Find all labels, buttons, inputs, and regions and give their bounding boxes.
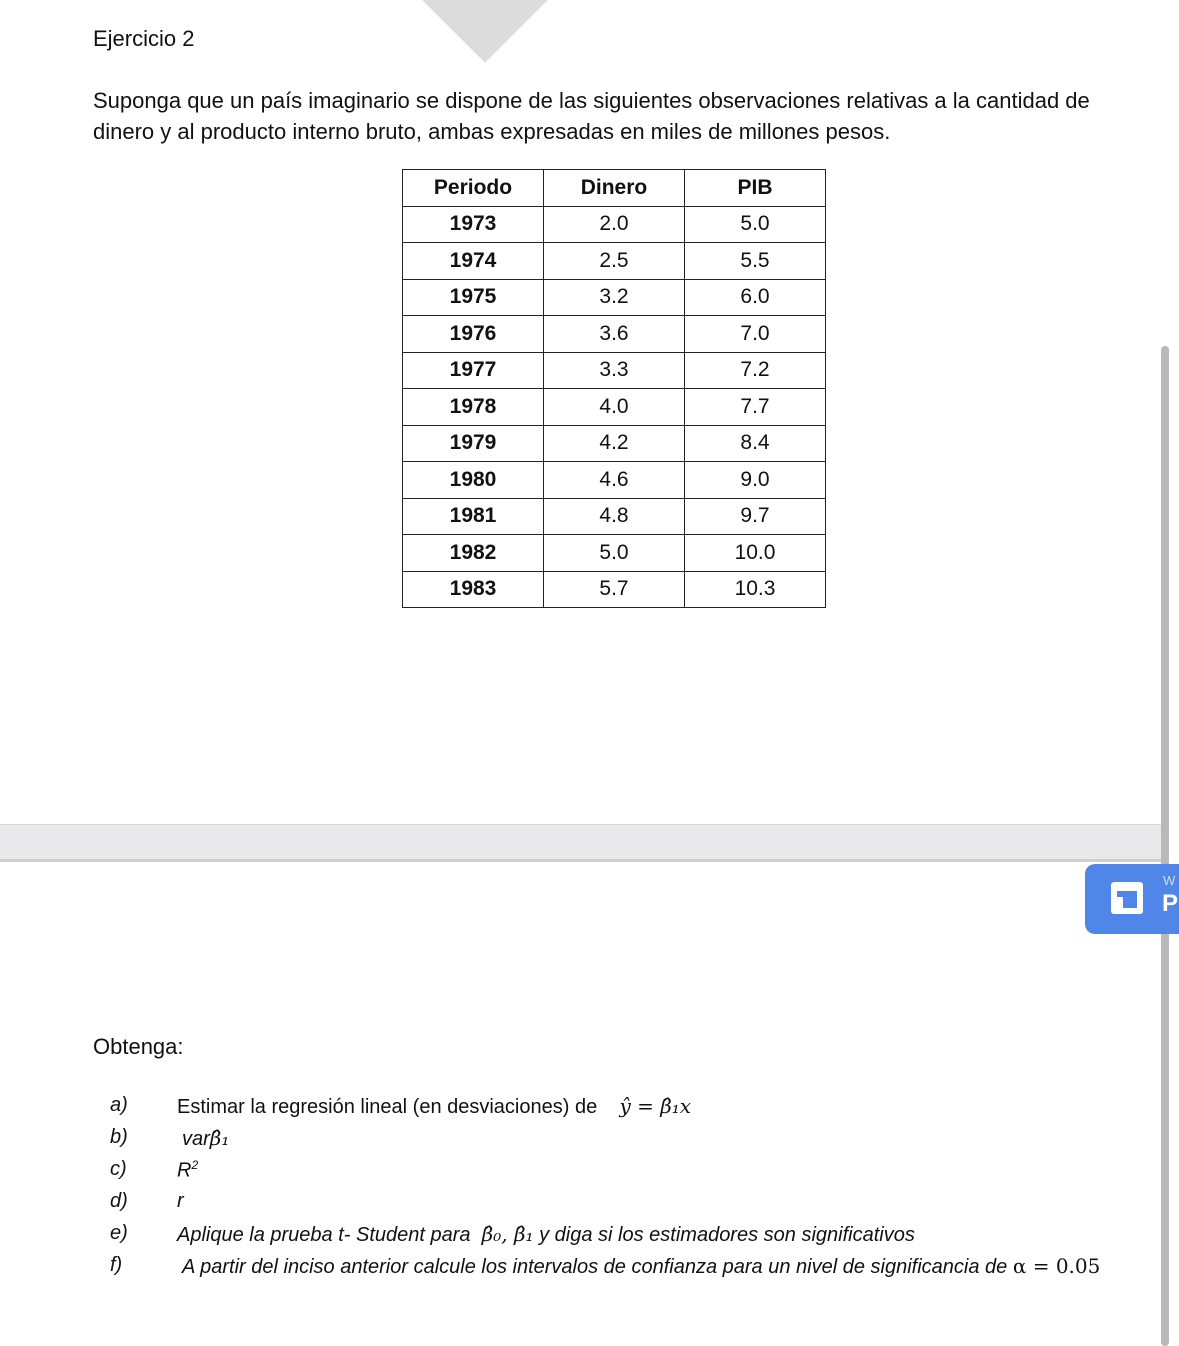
cell-periodo: 1982 <box>403 535 544 572</box>
exercise-title: Ejercicio 2 <box>93 26 195 51</box>
item-text: Estimar la regresión lineal (en desviaciones) de <box>177 1096 598 1118</box>
cell-pib: 10.3 <box>685 571 826 608</box>
cell-dinero: 2.0 <box>544 206 685 243</box>
item-formula-exponent: 2 <box>191 1158 199 1172</box>
cell-periodo: 1973 <box>403 206 544 243</box>
cell-dinero: 3.2 <box>544 279 685 316</box>
item-text: A partir del inciso anterior calcule los intervalos de confianza para un nivel de significancia de <box>182 1256 1008 1278</box>
table-row <box>403 535 826 572</box>
item-marker: a) <box>110 1094 128 1116</box>
cell-pib: 7.0 <box>685 316 826 353</box>
table-row <box>403 316 826 353</box>
item-text-after: y diga si los estimadores son significativos <box>539 1224 915 1246</box>
header-dinero: Dinero <box>544 170 685 207</box>
table-row <box>403 498 826 535</box>
cell-pib: 8.4 <box>685 425 826 462</box>
table-row <box>403 243 826 280</box>
widget-label-large: P <box>1162 890 1179 917</box>
cell-dinero: 5.7 <box>544 571 685 608</box>
cell-periodo: 1975 <box>403 279 544 316</box>
item-formula: β̂₁ <box>209 1126 230 1150</box>
item-marker: d) <box>110 1190 128 1212</box>
cell-periodo: 1980 <box>403 462 544 499</box>
vertical-scrollbar[interactable] <box>1161 346 1169 1346</box>
cell-dinero: 4.8 <box>544 498 685 535</box>
item-formula: α = 0.05 <box>1012 1254 1101 1278</box>
cell-dinero: 4.6 <box>544 462 685 499</box>
item-formula: r <box>177 1190 184 1212</box>
table-row <box>403 462 826 499</box>
table-row <box>403 352 826 389</box>
cell-dinero: 5.0 <box>544 535 685 572</box>
section-heading: Obtenga: <box>93 1034 184 1059</box>
floating-app-widget[interactable] <box>1085 864 1179 934</box>
header-periodo: Periodo <box>403 170 544 207</box>
table-row <box>403 279 826 316</box>
item-text: var <box>182 1128 210 1150</box>
item-formula: ŷ = β̂₁x <box>619 1094 692 1118</box>
cell-periodo: 1974 <box>403 243 544 280</box>
cell-pib: 10.0 <box>685 535 826 572</box>
item-text: Aplique la prueba t- Student para <box>177 1224 471 1246</box>
cell-dinero: 4.0 <box>544 389 685 426</box>
item-marker: c) <box>110 1158 127 1180</box>
cell-periodo: 1983 <box>403 571 544 608</box>
table-row <box>403 389 826 426</box>
document-app-icon <box>1111 882 1143 914</box>
cell-periodo: 1979 <box>403 425 544 462</box>
cell-dinero: 4.2 <box>544 425 685 462</box>
cell-periodo: 1981 <box>403 498 544 535</box>
cell-dinero: 2.5 <box>544 243 685 280</box>
cell-pib: 6.0 <box>685 279 826 316</box>
table-header-row <box>403 170 826 207</box>
decorative-diamond-shape <box>407 0 563 63</box>
item-formula: β̂₀, β̂₁ <box>481 1222 534 1246</box>
cell-pib: 5.5 <box>685 243 826 280</box>
item-marker: b) <box>110 1126 128 1148</box>
cell-dinero: 3.3 <box>544 352 685 389</box>
cell-pib: 9.7 <box>685 498 826 535</box>
cell-pib: 5.0 <box>685 206 826 243</box>
cell-periodo: 1978 <box>403 389 544 426</box>
item-marker: e) <box>110 1222 128 1244</box>
data-table <box>402 169 826 608</box>
item-formula: R <box>177 1159 192 1182</box>
table-row <box>403 571 826 608</box>
cell-pib: 7.2 <box>685 352 826 389</box>
item-marker: f) <box>110 1254 123 1276</box>
page-break-divider <box>0 824 1166 862</box>
cell-pib: 7.7 <box>685 389 826 426</box>
exercise-intro: Suponga que un país imaginario se dispone de las siguientes observaciones relativas a la cantidad de dinero y al producto interno bruto, ambas expresadas en miles de millones pesos. <box>93 88 1090 144</box>
header-pib: PIB <box>685 170 826 207</box>
cell-dinero: 3.6 <box>544 316 685 353</box>
cell-pib: 9.0 <box>685 462 826 499</box>
table-row <box>403 206 826 243</box>
widget-label-small: W <box>1163 873 1176 888</box>
cell-periodo: 1976 <box>403 316 544 353</box>
table-row <box>403 425 826 462</box>
cell-periodo: 1977 <box>403 352 544 389</box>
